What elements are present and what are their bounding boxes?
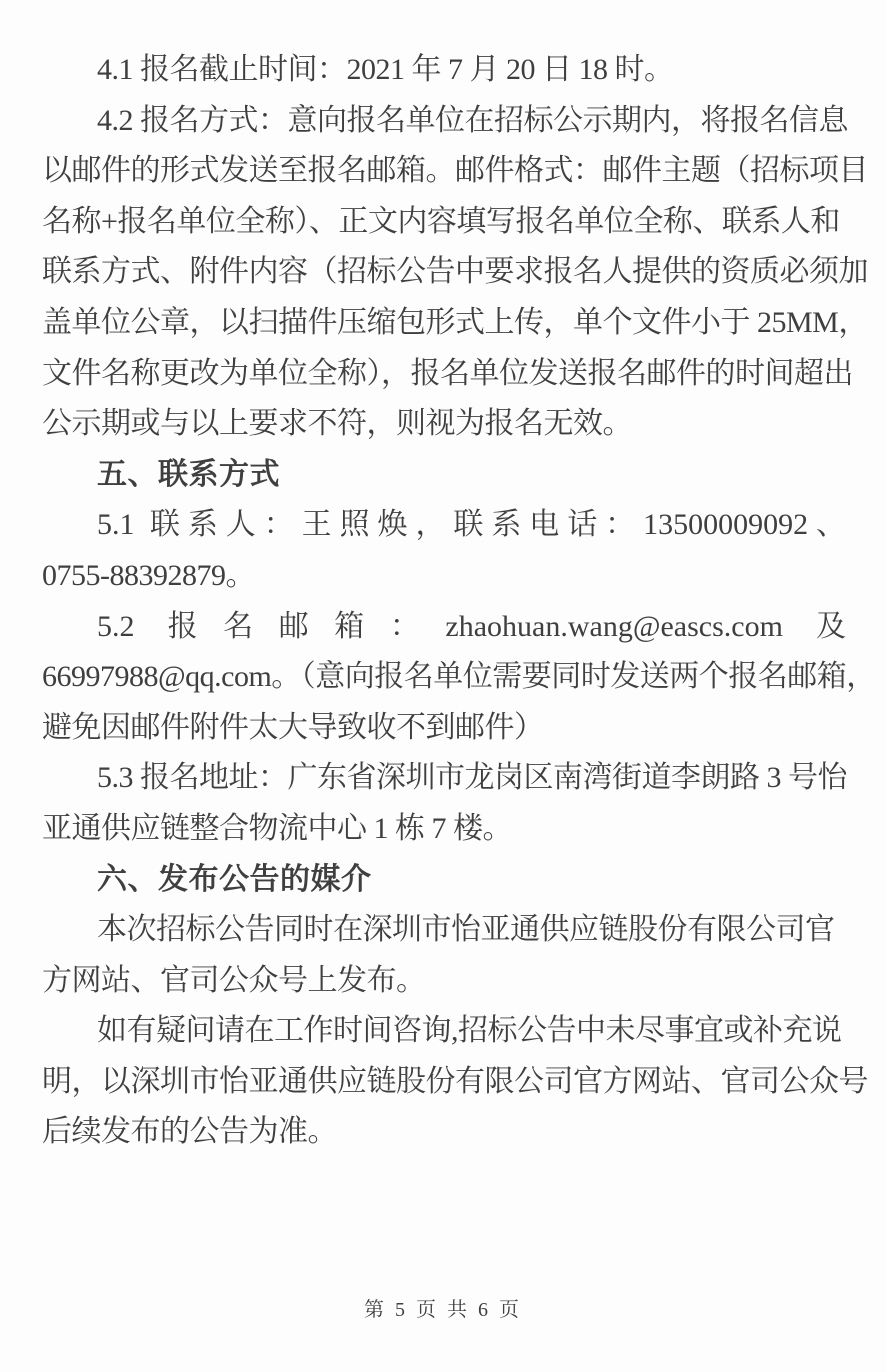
text-line: 明，以深圳市怡亚通供应链股份有限公司官方网站、官司公众号 — [42, 1064, 868, 1098]
text-line: 避免因邮件附件太大导致收不到邮件） — [42, 710, 544, 744]
text-line: 文件名称更改为单位全称），报名单位发送报名邮件的时间超出 — [42, 356, 853, 390]
text-line: 方网站、官司公众号上发布。 — [42, 963, 426, 997]
text-line: 0755-88392879。 — [42, 558, 255, 592]
text-line: 5.1 联系人：王照焕，联系电话：13500009092、 — [97, 508, 846, 542]
text-line: 公示期或与以上要求不符，则视为报名无效。 — [42, 407, 632, 441]
text-line: 名称+报名单位全称）、正文内容填写报名单位全称、联系人和 — [42, 204, 840, 238]
text-line: 本次招标公告同时在深圳市怡亚通供应链股份有限公司官 — [97, 913, 835, 947]
text-line: 如有疑问请在工作时间咨询,招标公告中未尽事宜或补充说 — [97, 1014, 842, 1048]
text-line: 联系方式、附件内容（招标公告中要求报名人提供的资质必须加 — [42, 255, 868, 289]
section-heading: 六、发布公告的媒介 — [97, 862, 372, 896]
text-line: 亚通供应链整合物流中心 1 栋 7 楼。 — [42, 811, 512, 845]
text-line: 4.1 报名截止时间：2021 年 7 月 20 日 18 时。 — [97, 53, 674, 86]
page-number: 第 5 页 共 6 页 — [364, 1299, 522, 1321]
document-body — [42, 45, 876, 1158]
text-line: 5.3 报名地址：广东省深圳市龙岗区南湾街道李朗路 3 号怡 — [97, 761, 847, 795]
section-heading: 五、联系方式 — [97, 457, 280, 491]
text-line: 4.2 报名方式：意向报名单位在招标公示期内，将报名信息 — [97, 103, 848, 137]
text-line: 以邮件的形式发送至报名邮箱。邮件格式：邮件主题（招标项目 — [42, 154, 868, 188]
text-line: 后续发布的公告为准。 — [42, 1115, 337, 1149]
text-line: 盖单位公章，以扫描件压缩包形式上传，单个文件小于 25MM， — [42, 305, 868, 339]
text-line: 66997988@qq.com。（意向报名单位需要同时发送两个报名邮箱， — [42, 660, 876, 694]
text-line: 5.2 报名邮箱：zhaohuan.wang@eascs.com 及 — [97, 609, 846, 643]
